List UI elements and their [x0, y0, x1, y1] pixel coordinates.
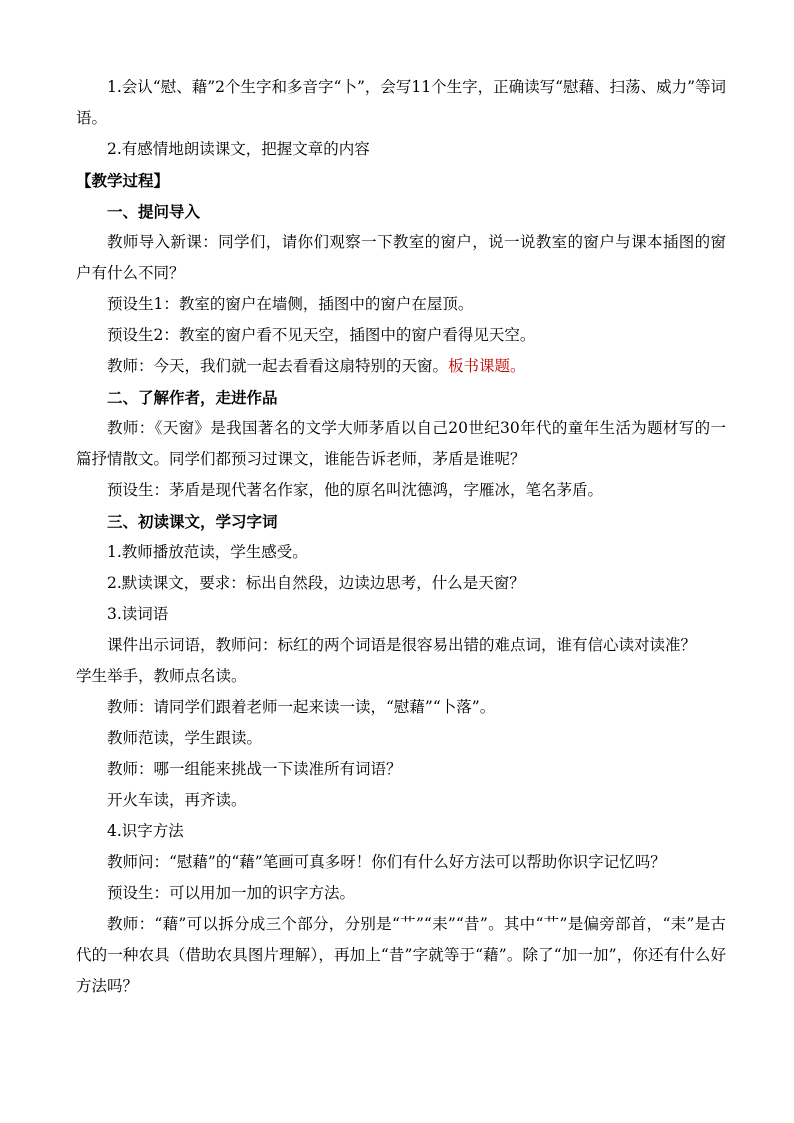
- part1-closing: [76, 351, 726, 382]
- document-page: [76, 72, 726, 1002]
- part2-para-2: 预设生：茅盾是现代著名作家，他的原名叫沈德鸿，字雁冰，笔名茅盾。: [107, 481, 604, 499]
- part1-para-2: 预设生1：教室的窗户在墙侧，插图中的窗户在屋顶。: [107, 295, 474, 313]
- objective-1: 1.会认“慰、藉”2个生字和多音字“卜”，会写11个生字，正确读写“慰藉、扫荡、威力”等词语。: [76, 78, 726, 127]
- part2-para-1: 教师：《天窗》是我国著名的文学大师茅盾以自己20世纪30年代的童年生活为题材写的一篇抒情散文。同学们都预习过课文，谁能告诉老师，茅盾是谁呢？: [76, 419, 726, 468]
- part2-heading: 二、了解作者，走进作品: [107, 388, 278, 407]
- part3-para-1: 1.教师播放范读，学生感受。: [107, 543, 308, 561]
- part3-para-3: 3.读词语: [107, 605, 169, 623]
- part1-para-3: 预设生2：教室的窗户看不见天空，插图中的窗户看得见天空。: [107, 326, 536, 344]
- part3-para-12: 预设生：可以用加一加的识字方法。: [107, 884, 356, 902]
- part3-para-13: 教师：“藉”可以拆分成三个部分，分别是“艹”“耒”“昔”。其中“艹”是偏旁部首，“耒”是古代的一种农具（借助农具图片理解），再加上“昔”字就等于“藉”。除了“加一加”，你还有什么好方法吗？: [76, 915, 726, 995]
- part3-para-10: 4.识字方法: [107, 822, 184, 840]
- part1-closing-text: 教师：今天，我们就一起去看看这扇特别的天窗。: [107, 357, 449, 375]
- part3-para-5: 学生举手，教师点名读。: [76, 667, 247, 685]
- part3-para-4: 课件出示词语，教师问：标红的两个词语是很容易出错的难点词，谁有信心读对读准？: [107, 636, 697, 654]
- part1-para-1: 教师导入新课：同学们，请你们观察一下教室的窗户，说一说教室的窗户与课本插图的窗户有什么不同？: [76, 233, 726, 282]
- process-heading: 【教学过程】: [76, 171, 170, 190]
- objective-2: 2.有感情地朗读课文，把握文章的内容: [107, 140, 370, 158]
- part1-closing-highlight: 板书课题。: [448, 357, 526, 375]
- part3-para-8: 教师：哪一组能来挑战一下读准所有词语？: [107, 760, 402, 778]
- part3-para-7: 教师范读，学生跟读。: [107, 729, 263, 747]
- part3-para-2: 2.默读课文，要求：标出自然段，边读边思考，什么是天窗？: [107, 574, 525, 592]
- part3-heading: 三、初读课文，学习字词: [107, 512, 278, 531]
- part3-para-9: 开火车读，再齐读。: [107, 791, 247, 809]
- part3-para-6: 教师：请同学们跟着老师一起来读一读，“慰藉”“卜落”。: [107, 698, 496, 716]
- part3-para-11: 教师问：“慰藉”的“藉”笔画可真多呀！你们有什么好方法可以帮助你识字记忆吗？: [107, 853, 666, 871]
- part1-heading: 一、提问导入: [107, 202, 201, 221]
